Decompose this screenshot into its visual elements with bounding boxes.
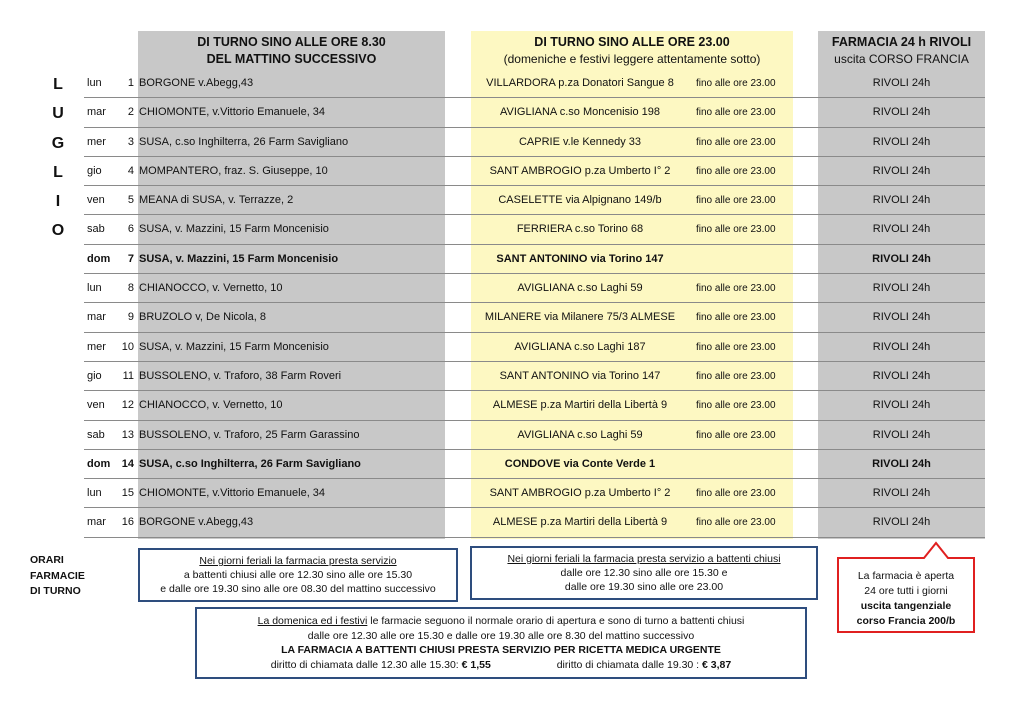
box-a-line1: Nei giorni feriali la farmacia presta servizio [199,555,397,567]
box-c-line1-rest: le farmacie seguono il normale orario di apertura e sono di turno a battenti chiusi [367,615,745,627]
table-row [84,157,985,186]
until-cell: fino alle ore 23.00 [696,370,776,382]
callout-line1: La farmacia è aperta [857,570,955,582]
hours-side-label [30,553,85,600]
evening-pharmacy-cell: VILLARDORA p.za Donatori Sangue 8 [486,77,674,89]
callout-text [836,569,976,629]
h24-pharmacy-cell: RIVOLI 24h [872,106,931,119]
until-cell: fino alle ore 23.00 [696,195,776,207]
side-label-line: ORARI [30,554,64,566]
day-cell: mer [87,135,106,148]
call-fee-day-price: € 1,55 [461,658,491,671]
month-letter: I [55,193,61,211]
date-cell: 11 [122,369,134,382]
until-cell: fino alle ore 23.00 [696,517,776,529]
h24-pharmacy-cell: RIVOLI 24h [872,164,931,177]
evening-pharmacy-cell: MILANERE via Milanere 75/3 ALMESE [484,311,676,324]
table-row [84,391,985,420]
day-cell: gio [87,369,102,382]
month-label [48,70,68,246]
table-row [84,421,985,450]
h24-header-line1: FARMACIA 24 h RIVOLI [831,35,972,49]
h24-pharmacy-cell: RIVOLI 24h [872,77,931,89]
h24-header-line2: uscita CORSO FRANCIA [834,52,969,66]
date-cell: 9 [127,311,134,324]
table-row [84,333,985,362]
date-cell: 8 [127,282,134,295]
box-c-line3: LA FARMACIA A BATTENTI CHIUSI PRESTA SERVIZIO PER RICETTA MEDICA URGENTE [281,644,721,656]
until-cell: fino alle ore 23.00 [696,107,776,119]
h24-pharmacy-cell: RIVOLI 24h [872,252,931,265]
date-cell: 1 [127,77,134,89]
day-cell: ven [87,399,105,412]
month-letter: L [53,163,63,181]
night-column-header [138,31,445,69]
date-cell: 14 [121,457,134,470]
until-cell: fino alle ore 23.00 [696,136,776,148]
side-label-line: FARMACIE [30,569,85,582]
day-cell: mar [87,106,106,119]
until-cell: fino alle ore 23.00 [696,429,776,441]
until-cell: fino alle ore 23.00 [696,165,776,177]
box-c-line2: dalle ore 12.30 alle ore 15.30 e dalle ore 19.30 alle ore 8.30 del mattino successivo [307,629,695,642]
box-c-line4 [197,658,805,673]
weekday-evening-hours-box [470,546,818,600]
evening-pharmacy-cell: SANT ANTONINO via Torino 147 [499,369,661,382]
until-cell [696,450,796,479]
night-pharmacy-cell: BUSSOLENO, v. Traforo, 38 Farm Roveri [139,369,342,382]
day-cell: mer [87,340,106,353]
night-header-line1: DI TURNO SINO ALLE ORE 8.30 [197,35,386,49]
day-cell: lun [87,487,102,500]
month-letter: L [53,76,63,93]
call-fee-day-label: diritto di chiamata dalle 12.30 alle 15.30: [270,658,459,671]
until-cell: fino alle ore 23.00 [696,341,776,353]
evening-pharmacy-cell: CONDOVE via Conte Verde 1 [504,457,656,470]
day-cell: mar [87,516,106,529]
box-a-line3: e dalle ore 19.30 sino alle ore 08.30 del mattino successivo [160,583,436,595]
h24-pharmacy-cell: RIVOLI 24h [872,340,931,353]
table-row [84,274,985,303]
day-cell: lun [87,77,102,89]
table-row [84,128,985,157]
table-row [84,508,985,537]
evening-header-line1: DI TURNO SINO ALLE ORE 23.00 [534,35,730,49]
table-row [84,215,985,244]
night-pharmacy-cell: MOMPANTERO, fraz. S. Giuseppe, 10 [139,164,328,177]
until-cell: fino alle ore 23.00 [696,488,776,500]
day-cell: mar [87,311,106,324]
evening-pharmacy-cell: AVIGLIANA c.so Laghi 187 [514,340,646,353]
h24-pharmacy-cell: RIVOLI 24h [872,457,931,470]
h24-pharmacy-cell: RIVOLI 24h [872,516,931,529]
until-cell: fino alle ore 23.00 [696,400,776,412]
evening-pharmacy-cell: AVIGLIANA c.so Moncenisio 198 [500,106,660,119]
rivoli-24h-callout [836,540,976,634]
until-cell: fino alle ore 23.00 [696,78,776,89]
date-cell: 15 [121,487,134,500]
evening-pharmacy-cell: AVIGLIANA c.so Laghi 59 [517,282,643,295]
table-row [84,69,985,98]
h24-pharmacy-cell: RIVOLI 24h [872,223,931,236]
evening-pharmacy-cell: CAPRIE v.le Kennedy 33 [518,135,642,148]
table-row [84,450,985,479]
night-pharmacy-cell: SUSA, c.so Inghilterra, 26 Farm Savigliano [139,457,361,470]
h24-pharmacy-cell: RIVOLI 24h [872,369,931,382]
date-cell: 10 [121,340,134,353]
box-b-line2: dalle ore 12.30 sino alle ore 15.30 e [560,567,728,579]
evening-header-line2: (domeniche e festivi leggere attentamente sotto) [503,52,761,66]
day-cell: dom [87,252,111,265]
box-b-line3: dalle ore 19.30 sino alle ore 23.00 [564,581,724,593]
night-pharmacy-cell: CHIOMONTE, v.Vittorio Emanuele, 34 [139,487,326,500]
evening-pharmacy-cell: FERRIERA c.so Torino 68 [516,223,644,236]
night-pharmacy-cell: SUSA, c.so Inghilterra, 26 Farm Savigliano [139,135,349,148]
callout-line2: 24 ore tutti i giorni [864,585,948,597]
table-row [84,245,985,274]
evening-pharmacy-cell: SANT AMBROGIO p.za Umberto I° 2 [489,487,671,500]
h24-pharmacy-cell: RIVOLI 24h [872,135,931,148]
h24-pharmacy-cell: RIVOLI 24h [872,282,931,295]
callout-line4: corso Francia 200/b [856,615,956,627]
evening-column-header [471,31,793,69]
month-letter: U [52,105,64,123]
night-pharmacy-cell: CHIANOCCO, v. Vernetto, 10 [139,282,283,295]
night-pharmacy-cell: SUSA, v. Mazzini, 15 Farm Moncenisio [139,340,329,353]
duty-table [84,69,985,538]
until-cell: fino alle ore 23.00 [696,224,776,236]
h24-pharmacy-cell: RIVOLI 24h [872,428,931,441]
date-cell: 2 [127,106,134,119]
night-pharmacy-cell: CHIANOCCO, v. Vernetto, 10 [139,399,283,412]
side-label-line: DI TURNO [30,585,81,597]
h24-pharmacy-cell: RIVOLI 24h [872,487,931,500]
month-letter: O [51,222,65,240]
table-row [84,186,985,215]
table-row [84,362,985,391]
h24-pharmacy-cell: RIVOLI 24h [872,311,931,324]
night-pharmacy-cell: SUSA, v. Mazzini, 15 Farm Moncenisio [139,252,339,265]
night-pharmacy-cell: CHIOMONTE, v.Vittorio Emanuele, 34 [139,106,326,119]
box-b-line1: Nei giorni feriali la farmacia presta servizio a battenti chiusi [507,553,781,565]
box-c-line1 [197,614,805,629]
date-cell: 7 [127,252,134,265]
night-pharmacy-cell: BORGONE v.Abegg,43 [139,516,254,529]
day-cell: sab [87,428,105,441]
box-c-holiday-label: La domenica ed i festivi [257,615,368,627]
table-row [84,479,985,508]
day-cell: lun [87,282,102,295]
date-cell: 16 [121,516,134,529]
night-pharmacy-cell: BUSSOLENO, v. Traforo, 25 Farm Garassino [139,428,360,441]
night-header-line2: DEL MATTINO SUCCESSIVO [206,52,377,66]
evening-pharmacy-cell: AVIGLIANA c.so Laghi 59 [517,428,643,441]
box-a-line2: a battenti chiusi alle ore 12.30 sino alle ore 15.30 [183,569,413,581]
until-cell [696,245,796,274]
table-row [84,98,985,127]
callout-line3: uscita tangenziale [860,600,952,612]
until-cell: fino alle ore 23.00 [696,283,776,295]
evening-pharmacy-cell: SANT ANTONINO via Torino 147 [496,252,664,265]
date-cell: 13 [121,428,134,441]
night-pharmacy-cell: MEANA di SUSA, v. Terrazze, 2 [139,194,294,207]
date-cell: 5 [127,194,134,207]
evening-pharmacy-cell: SANT AMBROGIO p.za Umberto I° 2 [489,164,671,177]
h24-column-header [818,31,985,69]
month-letter: G [51,134,65,152]
day-cell: dom [87,457,111,470]
evening-pharmacy-cell: ALMESE p.za Martiri della Libertà 9 [492,516,668,529]
h24-pharmacy-cell: RIVOLI 24h [872,194,931,207]
call-fee-night-label: diritto di chiamata dalle 19.30 : [556,658,700,671]
evening-pharmacy-cell: CASELETTE via Alpignano 149/b [498,194,662,207]
h24-pharmacy-cell: RIVOLI 24h [872,399,931,412]
date-cell: 6 [127,223,134,236]
call-fee-night-price: € 3,87 [702,658,732,671]
date-cell: 3 [127,135,134,148]
date-cell: 12 [121,399,134,412]
weekday-night-hours-box [138,548,458,602]
day-cell: sab [87,223,105,236]
date-cell: 4 [127,164,134,177]
table-row [84,303,985,332]
night-pharmacy-cell: BORGONE v.Abegg,43 [139,77,254,89]
night-pharmacy-cell: BRUZOLO v, De Nicola, 8 [139,311,266,324]
evening-pharmacy-cell: ALMESE p.za Martiri della Libertà 9 [492,399,668,412]
until-cell: fino alle ore 23.00 [696,312,776,324]
day-cell: ven [87,194,105,207]
night-pharmacy-cell: SUSA, v. Mazzini, 15 Farm Moncenisio [139,223,329,236]
day-cell: gio [87,164,102,177]
holiday-hours-box [195,607,807,679]
